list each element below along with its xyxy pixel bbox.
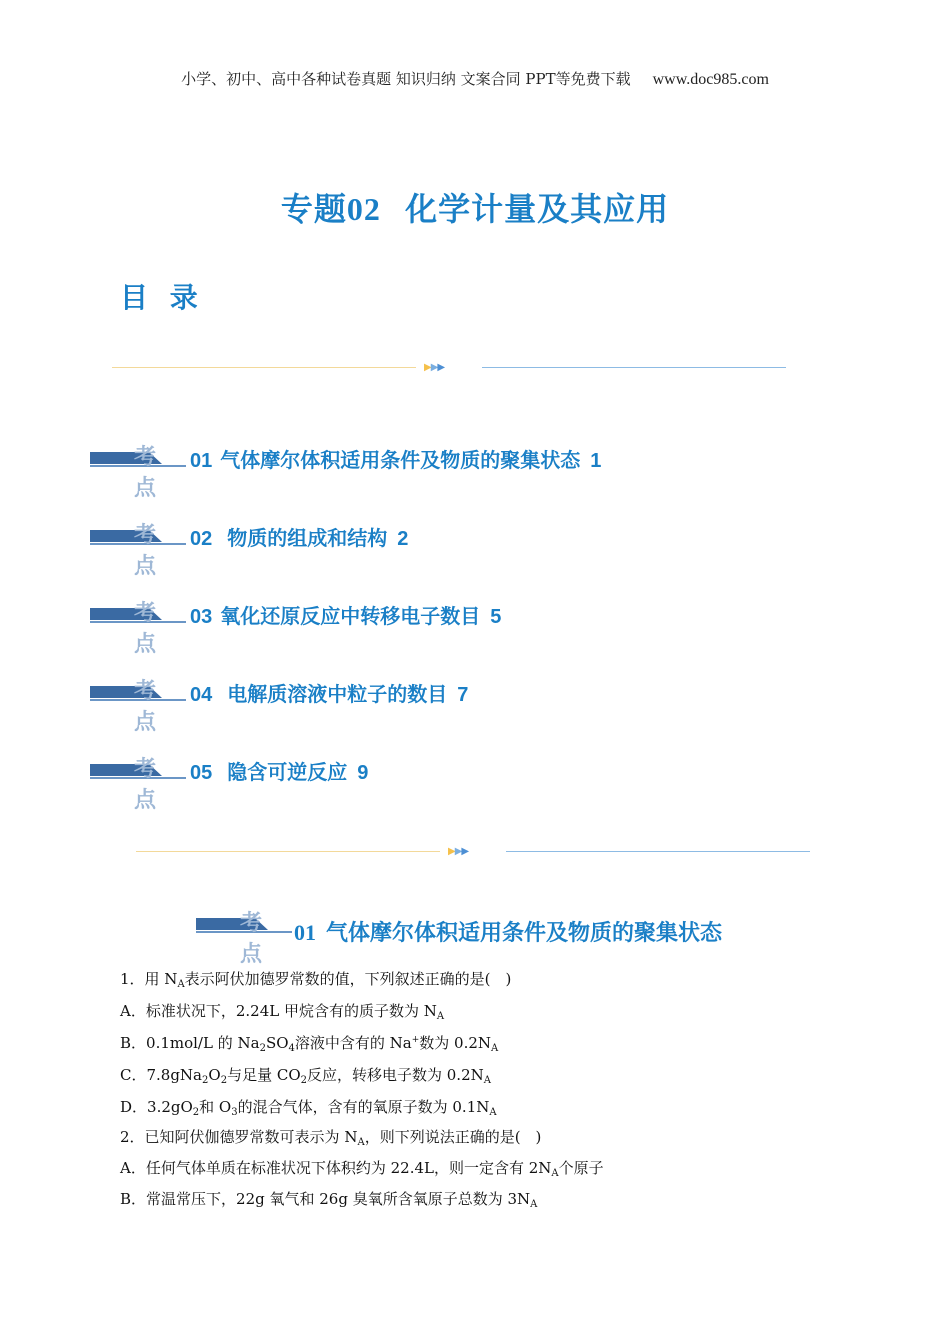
section-number: 01 bbox=[294, 920, 316, 945]
title-number: 02 bbox=[346, 191, 381, 227]
toc-item-page: 5 bbox=[490, 606, 502, 628]
toc-item-number: 05 bbox=[190, 762, 213, 784]
toc-item-number: 02 bbox=[190, 528, 213, 550]
title-prefix: 专题 bbox=[280, 190, 347, 228]
toc-item-number: 01 bbox=[190, 450, 213, 472]
toc-item-page: 9 bbox=[357, 762, 369, 784]
question-1-option-b: B．0.1mol/L 的 $Na_2SO_4$溶液中含有的 Na+数为 $0.2N_A$ bbox=[120, 1034, 499, 1054]
question-2-stem: 2．已知阿伏伽德罗常数可表示为 $N_A$，则下列说法正确的是( ) bbox=[120, 1128, 542, 1148]
toc-item-label: 气体摩尔体积适用条件及物质的聚集状态 bbox=[220, 448, 581, 472]
toc-item-label: 隐含可逆反应 bbox=[227, 760, 348, 784]
toc-item-page: 1 bbox=[590, 450, 602, 472]
toc-item-page: 2 bbox=[397, 528, 409, 550]
question-2-option-a: A．任何气体单质在标准状况下体积约为 22.4L，则一定含有 $2N_A$个原子 bbox=[120, 1159, 604, 1179]
arrow-icons: ▶▶▶ bbox=[448, 846, 469, 857]
question-1-option-c: C．$7.8gNa_2O_2$与足量 $CO_2$反应，转移电子数为 $0.2N_A$ bbox=[120, 1066, 491, 1086]
question-1-option-a: A．标准状况下，2.24L 甲烷含有的质子数为 $N_A$ bbox=[120, 1002, 445, 1022]
toc-item-number: 03 bbox=[190, 606, 213, 628]
page-header bbox=[0, 68, 950, 89]
toc-item-page: 7 bbox=[457, 684, 469, 706]
title-name: 化学计量及其应用 bbox=[405, 190, 670, 228]
header-site-link[interactable]: www.doc985.com bbox=[652, 71, 769, 88]
divider-top bbox=[112, 362, 786, 374]
question-1-option-d: D．$3.2gO_2$和 $O_3$的混合气体，含有的氧原子数为 $0.1N_A$ bbox=[120, 1098, 497, 1118]
toc-heading: 目 录 bbox=[120, 281, 204, 314]
header-tagline: 小学、初中、高中各种试卷真题 知识归纳 文案合同 PPT等免费下载 bbox=[181, 70, 631, 88]
arrow-icons: ▶▶▶ bbox=[424, 362, 445, 373]
toc-item-label: 氧化还原反应中转移电子数目 bbox=[220, 604, 481, 628]
page-title bbox=[0, 184, 950, 230]
question-1-stem: 1．用 $N_A$表示阿伏加德罗常数的值，下列叙述正确的是( ) bbox=[120, 970, 512, 990]
toc-item-label: 电解质溶液中粒子的数目 bbox=[227, 682, 448, 706]
section-label: 气体摩尔体积适用条件及物质的聚集状态 bbox=[326, 921, 723, 946]
divider-bottom bbox=[136, 846, 810, 858]
question-2-option-b: B．常温常压下，22g 氧气和 26g 臭氧所含氧原子总数为 $3N_A$ bbox=[120, 1190, 538, 1210]
toc-item-label: 物质的组成和结构 bbox=[227, 526, 388, 550]
toc-item-number: 04 bbox=[190, 684, 213, 706]
